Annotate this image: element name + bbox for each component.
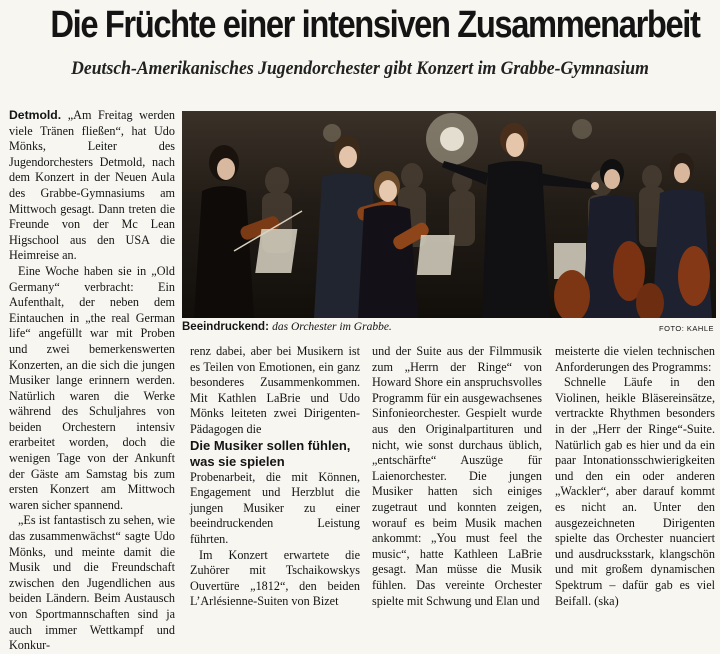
paragraph: „Es ist fantastisch zu sehen, wie das zusammenwächst“ sagte Udo Mönks, und meinte damit die Musik und die Freundschaft zwischen den Jugendlichen aus beiden Ländern. Beim Austausch von Sportmannschaften sind ja auch immer Wettkampf und Konkur- — [9, 513, 175, 653]
paragraph — [555, 375, 715, 609]
paragraph: meisterte die vielen technischen Anforderungen des Programms: — [555, 344, 715, 374]
article-column-3 — [372, 344, 542, 609]
paragraph-text: „Am Freitag werden viele Tränen fließen“, hat Udo Mönks, Leiter des Jugendorchesters Detmold, nach dem Konzert in der Neuen Aula des Grabbe-Gymnasiums am Mittwoch gesagt. Dann treten die Freunde von der Mc Lean Higschool aus den USA die Heimreise an. — [9, 108, 175, 263]
article-column-2 — [190, 344, 360, 610]
article-column-1 — [9, 108, 175, 654]
paragraph: Eine Woche haben sie in „Old Germany“ verbracht: Ein Aufenthalt, der neben dem Eintauchen in „the real German life“ angefüllt war mit Proben und zwei bemerkenswerten Konzerten, an die sich die jungen Musiker lange erinnern werden. Natürlich waren die Werke während des Schuljahres von beiden Orchestern intensiv erarbeitet worden, doch die wenigen Tage von der Ankunft der Gäste am Samstag bis zum ersten Konzert am Mittwoch waren sicher spannend. — [9, 263, 175, 512]
paragraph: renz dabei, aber bei Musikern ist es Teilen von Emotionen, ein ganz besonderes Zusammenkommen. Mit Kathlen LaBrie und Udo Mönks leiteten zwei Dirigenten-Pädagogen die — [190, 344, 360, 436]
paragraph: Probenarbeit, die mit Können, Engagement und Herzblut die jungen Musiker zu einer beeindruckenden Leistung führten. — [190, 469, 360, 546]
intertitle: Die Musiker sollen fühlen, was sie spielen — [190, 437, 351, 469]
subheadline: Deutsch-Amerikanisches Jugendorchester gibt Konzert im Grabbe-Gymnasium — [71, 58, 649, 79]
caption-text: das Orchester im Grabbe. — [272, 321, 392, 333]
article-column-4 — [555, 344, 715, 609]
paragraph — [9, 108, 175, 264]
photo-credit: FOTO: KAHLE — [659, 324, 714, 333]
orchestra-photo — [182, 111, 716, 318]
caption-lead: Beeindruckend: — [182, 321, 269, 333]
paragraph-text: Schnelle Läufe in den Violinen, heikle Bläsereinsätze, vertrackte Rhythmen besonders in der „Herr der Ringe“-Suite. Natürlich gab es hier und da ein paar Intonationsschwierigkeiten und den ein oder anderen „Wackler“, aber darauf kommt es nicht an. Unter den ausgezeichneten Dirigenten spielte das Orchester nuanciert und ausdrucksstark, klangschön und mit großem dynamischen Spektrum – dafür gab es viel Beifall. — [555, 375, 715, 608]
dateline: Detmold. — [9, 108, 62, 122]
headline: Die Früchte einer intensiven Zusammenarbeit — [50, 4, 700, 46]
photo-caption — [182, 321, 716, 333]
paragraph: und der Suite aus der Filmmusik zum „Herrn der Ringe“ von Howard Shore ein anspruchsvolles Programm für ein ausgewachsenes Sinfonieorchester. Gespielt wurde aus den Originalpartituren und nicht, wie sonst durchaus üblich, „entschärfte“ Auszüge für Laienorchester. Die jungen Musiker hatten sich einiges zugetraut und konnten zeigen, worauf es beim Musik machen ankommt: „You must feel the music“, hatte Kathleen LaBrie gesagt. Man müsse die Musik fühlen. Das vereinte Orchester spielte mit Schwung und Elan und — [372, 344, 542, 608]
author-signature: (ska) — [594, 593, 619, 608]
orchestra-photo-illustration — [182, 111, 716, 318]
paragraph: Im Konzert erwartete die Zuhörer mit Tschaikowskys Ouvertüre „1812“, den beiden L’Arlésienne-Suiten von Bizet — [190, 547, 360, 609]
